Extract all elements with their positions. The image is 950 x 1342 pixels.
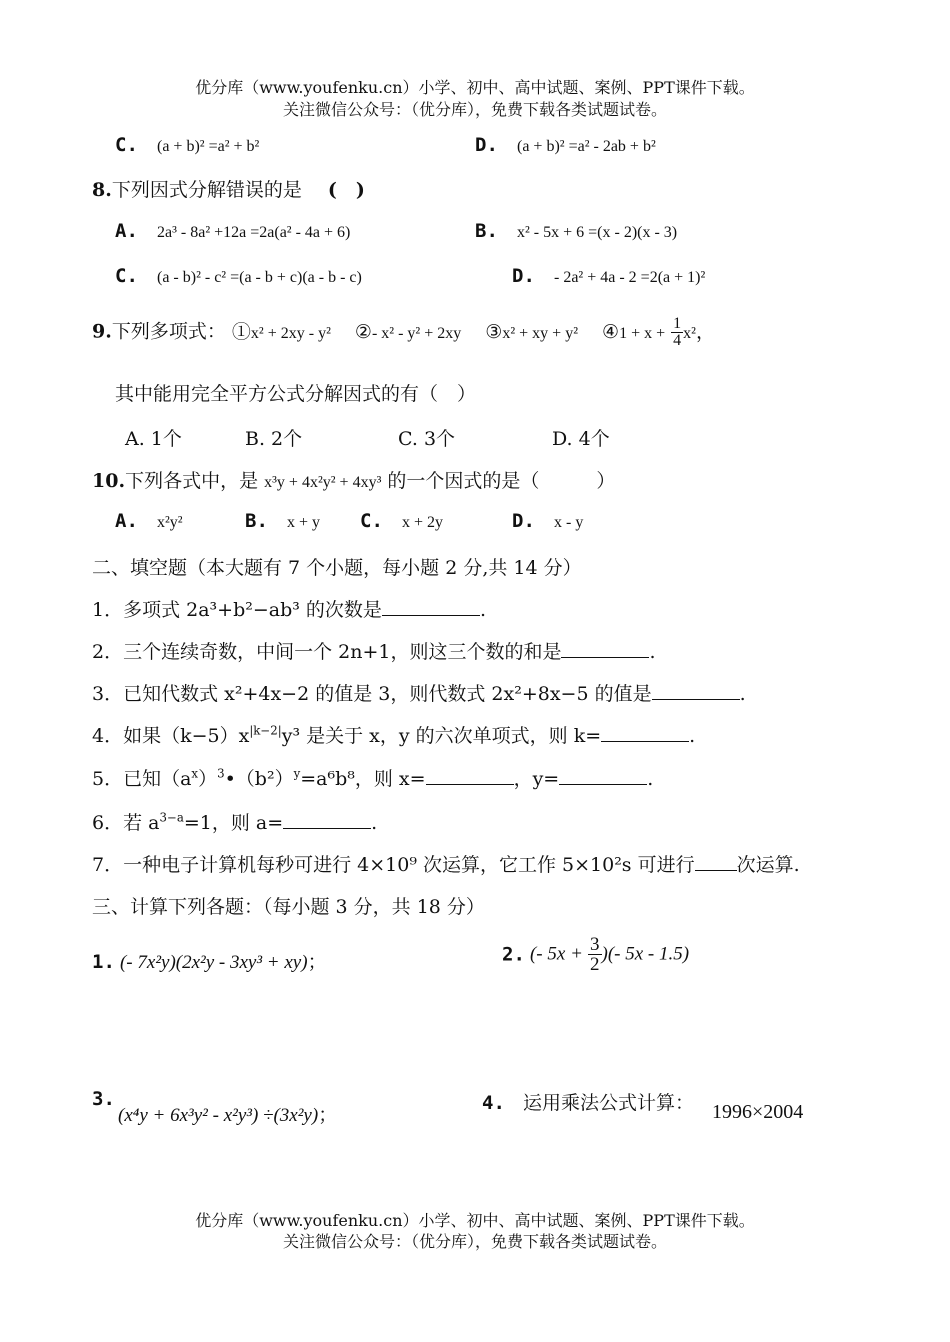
q8-option-c: C. (a - b)² - c² =(a - b + c)(a - b - c) — [115, 265, 362, 287]
answer-blank[interactable] — [695, 852, 737, 871]
fill-q4: 4．如果$(k-5)x^{|k-2|}y^3$ 是关于 x，y 的六次单项式，则 k= . — [92, 723, 696, 747]
calc-problem-3-number: 3. — [92, 1088, 115, 1110]
q9-option-d: D. 4个 — [552, 428, 610, 450]
q9-line-2: 其中能用完全平方公式分解因式的有（ ） — [115, 383, 477, 405]
answer-blank[interactable] — [382, 597, 480, 616]
fill-q3: 3．已知代数式 x²+4x−2 的值是 3，则代数式 2x²+8x−5 的值是 . — [92, 683, 746, 705]
calc-2-fraction: $\frac{3}{2}$ — [590, 934, 600, 975]
footer-line-2: 关注微信公众号：（优分库），免费下载各类试题试卷。 — [282, 1232, 667, 1251]
q10-option-b: B. x + y — [245, 510, 321, 532]
q9-item-4: ④1 + x + $\frac{1}{4}$ x²， — [602, 315, 715, 349]
answer-blank[interactable] — [652, 681, 740, 700]
calc-problem-4: 4. 运用乘法公式计算： — [482, 1092, 694, 1114]
fill-q6: 6．若 $a^{3-a}=1$，则 a= . — [92, 810, 378, 834]
q7-option-c: C. (a + b)² =a² + b² — [115, 134, 260, 156]
q10-option-a: A. x²y² — [115, 510, 183, 532]
q9-option-b: B. 2个 — [245, 428, 303, 450]
fill-q5: 5．已知$(a^x)^3•(b^2)^y=a^6b^8$，则 x= ，y= . — [92, 766, 654, 790]
fill-q2: 2．三个连续奇数，中间一个 2n+1，则这三个数的和是 . — [92, 641, 656, 663]
q9-option-c: C. 3个 — [398, 428, 456, 450]
header-line-1: 优分库（www.youfenku.cn）小学、初中、高中试题、案例、PPT课件下载。 — [195, 78, 755, 97]
q8-stem: 8.下列因式分解错误的是 ( ) — [92, 179, 365, 201]
q9-stem: 9.下列多项式： ①x² + 2xy - y² ②- x² - y² + 2xy ③x² + xy + y² ④1 + x + $\frac{1}{4}$ x²， — [92, 315, 715, 349]
q8-option-a: A. 2a³ - 8a² +12a =2a(a² - 4a + 6) — [115, 220, 351, 242]
answer-blank[interactable] — [561, 639, 649, 658]
answer-blank-y[interactable] — [559, 766, 647, 785]
calc-problem-4-expr: 1996×2004 — [712, 1101, 804, 1123]
q9-item-3: ③x² + xy + y² — [485, 320, 578, 343]
q10-stem: 10.下列各式中，是 x³y + 4x²y² + 4xy³ 的一个因式的是（ ） — [92, 470, 616, 492]
header-line-2: 关注微信公众号：（优分库），免费下载各类试题试卷。 — [282, 100, 667, 119]
fill-q7: 7．一种电子计算机每秒可进行 4×10⁹ 次运算，它工作 5×10²s 可进行 次运算. — [92, 854, 800, 876]
q9-item-1: ①x² + 2xy - y² — [231, 320, 331, 343]
answer-blank[interactable] — [601, 723, 689, 742]
q9-fraction: $\frac{1}{4}$ — [673, 315, 682, 349]
calc-problem-2: 2. (- 5x + $\frac{3}{2}$ )(- 5x - 1.5) — [502, 934, 690, 975]
q8-option-b: B. x² - 5x + 6 =(x - 2)(x - 3) — [475, 220, 678, 242]
calc-problem-1: 1. (- 7x²y)(2x²y - 3xy³ + xy)； — [92, 951, 327, 973]
section-3-title: 三、计算下列各题：（每小题 3 分，共 18 分） — [92, 896, 485, 918]
answer-blank[interactable] — [283, 810, 371, 829]
calc-problem-3: (x⁴y + 6x³y² - x²y³) ÷(3x²y)； — [118, 1104, 338, 1126]
q8-option-d: D. - 2a² + 4a - 2 =2(a + 1)² — [512, 265, 706, 287]
q10-option-d: D. x - y — [512, 510, 584, 532]
q10-option-c: C. x + 2y — [360, 510, 444, 532]
answer-blank-x[interactable] — [426, 766, 514, 785]
fill-q1: 1．多项式 2a³+b²−ab³ 的次数是 . — [92, 599, 486, 621]
section-2-title: 二、填空题（本大题有 7 个小题，每小题 2 分,共 14 分） — [92, 557, 582, 579]
q9-option-a: A. 1个 — [125, 428, 182, 450]
q7-option-d: D. (a + b)² =a² - 2ab + b² — [475, 134, 656, 156]
q9-item-2: ②- x² - y² + 2xy — [354, 320, 462, 343]
footer-line-1: 优分库（www.youfenku.cn）小学、初中、高中试题、案例、PPT课件下载。 — [195, 1211, 755, 1230]
